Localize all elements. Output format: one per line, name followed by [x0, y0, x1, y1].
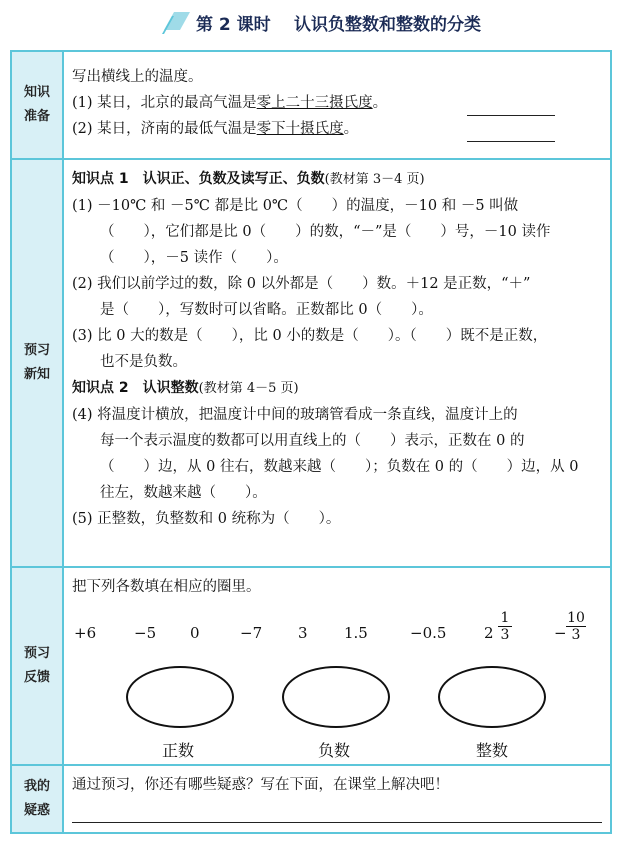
positive-number-label: 正数: [162, 741, 195, 760]
number-item: 0: [190, 624, 200, 642]
prep-instruction: 写出横线上的温度。: [72, 69, 203, 85]
divider: [12, 764, 610, 766]
answer-blank-2[interactable]: [467, 141, 555, 142]
number-item: +6: [74, 624, 97, 642]
number-item: 1.5: [344, 624, 368, 642]
prep-question-1: (1) 某日，北京的最高气温是零上二十三摄氏度。: [72, 95, 388, 111]
number-item: 3: [298, 624, 308, 642]
question-4-line-4: 往左，数越来越（ ）。: [100, 485, 267, 501]
question-1-line-1: (1) －10℃ 和 －5℃ 都是比 0℃（ ）的温度，－10 和 －5 叫做: [72, 198, 519, 214]
preview-new-content: [72, 166, 602, 532]
negative-number-circle[interactable]: [282, 666, 390, 728]
question-3-line-1: (3) 比 0 大的数是（ ），比 0 小的数是（ ）。（ ）既不是正数，: [72, 328, 548, 344]
knowledge-point-1: 知识点 1 认识正、负数及读写正、负数(教材第 3－4 页): [72, 171, 425, 187]
prep-question-2: (2) 某日，济南的最低气温是零下十摄氏度。: [72, 121, 359, 137]
question-1-line-2: （ ），它们都是比 0（ ）的数，“－”是（ ）号，－10 读作: [100, 224, 551, 240]
number-item: −7: [240, 624, 263, 642]
worksheet-frame: [10, 50, 612, 834]
number-item: −5: [134, 624, 157, 642]
question-5-line-1: (5) 正整数，负整数和 0 统称为（ ）。: [72, 511, 341, 527]
knowledge-prep-content: [72, 64, 602, 142]
feedback-content: [72, 574, 602, 764]
question-3-line-2: 也不是负数。: [100, 354, 187, 370]
write-line[interactable]: [72, 822, 602, 823]
negative-sign: −: [554, 624, 567, 642]
lesson-number: 第 2 课时: [196, 15, 271, 35]
divider: [12, 158, 610, 160]
number-item: −0.5: [410, 624, 447, 642]
positive-number-circle[interactable]: [126, 666, 234, 728]
divider: [12, 566, 610, 568]
question-1-line-3: （ ），－5 读作（ ）。: [100, 250, 288, 266]
doubt-instruction: 通过预习，你还有哪些疑惑？写在下面，在课堂上解决吧！: [72, 777, 449, 793]
section-label-line2: 反馈: [23, 670, 50, 685]
answer-blank-1[interactable]: [467, 115, 555, 116]
feedback-instruction: 把下列各数填在相应的圈里。: [72, 579, 261, 595]
section-label-knowledge-prep: [12, 52, 64, 158]
negative-fraction: 10 3: [567, 610, 585, 643]
question-2-line-2: 是（ ），写数时可以省略。正数都比 0（ ）。: [100, 302, 433, 318]
lesson-title: 认识负整数和整数的分类: [294, 15, 481, 35]
section-label-preview-new: [12, 160, 64, 566]
section-label-line1: 预习: [23, 646, 50, 661]
integer-label: 整数: [476, 741, 509, 760]
section-label-preview-feedback: [12, 568, 64, 764]
section-label-line2: 新知: [23, 367, 50, 382]
mixed-number-whole: 2: [484, 624, 494, 642]
question-4-line-1: (4) 将温度计横放，把温度计中间的玻璃管看成一条直线，温度计上的: [72, 407, 518, 423]
question-4-line-3: （ ）边，从 0 往右，数越来越（ ）；负数在 0 的（ ）边，从 0: [100, 459, 579, 475]
section-label-line2: 准备: [23, 109, 50, 124]
section-label-line1: 预习: [23, 343, 50, 358]
integer-circle[interactable]: [438, 666, 546, 728]
section-label-my-doubts: [12, 766, 64, 832]
number-list: [72, 610, 612, 654]
question-4-line-2: 每一个表示温度的数都可以用直线上的（ ）表示，正数在 0 的: [100, 433, 525, 449]
lesson-header: [0, 0, 624, 48]
section-label-line1: 知识: [23, 85, 50, 100]
negative-number-label: 负数: [318, 741, 351, 760]
question-2-line-1: (2) 我们以前学过的数，除 0 以外都是（ ）数。＋12 是正数，“＋”: [72, 276, 531, 292]
knowledge-point-2: 知识点 2 认识整数(教材第 4－5 页): [72, 380, 299, 396]
mixed-number-fraction: 1 3: [498, 610, 512, 643]
section-label-line1: 我的: [23, 779, 50, 794]
book-icon: [160, 8, 192, 36]
doubt-content: [72, 772, 602, 830]
section-label-line2: 疑惑: [23, 803, 50, 818]
